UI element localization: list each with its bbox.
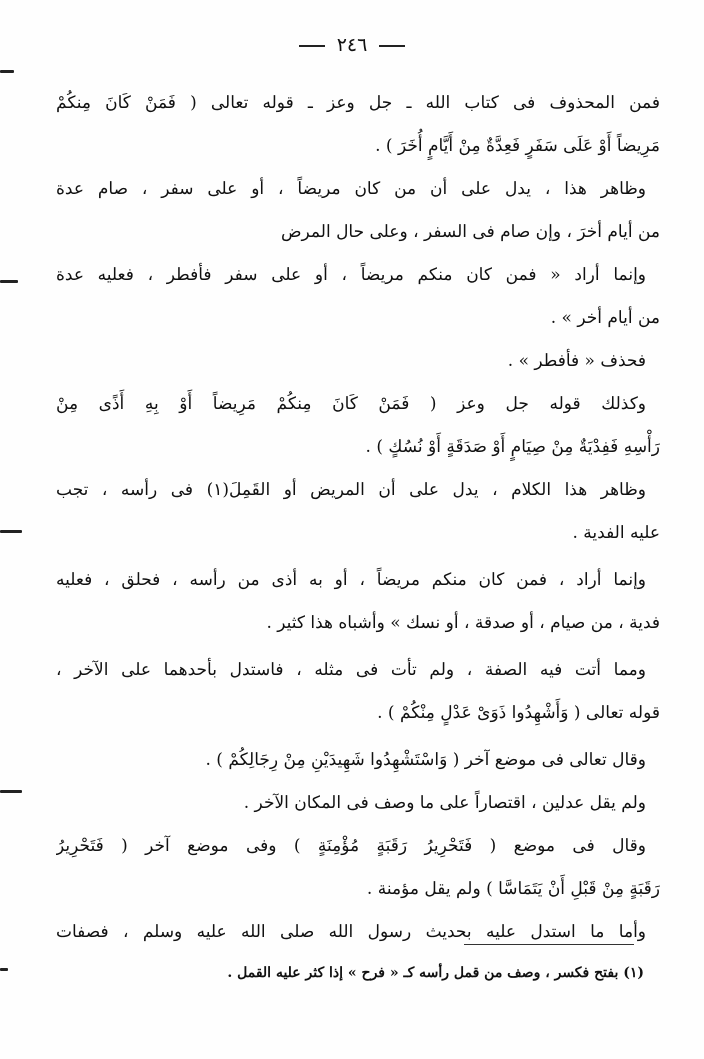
text-line: وإنما أراد « فمن كان منكم مريضاً ، أو على سفر فأفطر ، فعليه عدة bbox=[56, 265, 646, 285]
text-line: عليه الفدية . bbox=[572, 523, 660, 543]
text-line: وأما ما استدل عليه بحديث رسول الله صلى الله عليه وسلم ، فصفات bbox=[56, 922, 646, 942]
dash-right bbox=[379, 45, 405, 47]
text-line: ومما أتت فيه الصفة ، ولم تأت فى مثله ، فاستدل بأحدهما على الآخر ، bbox=[56, 660, 646, 680]
text-line: رَأْسِهِ فَفِدْيَةٌ مِنْ صِيَامٍ أَوْ صَدَقَةٍ أَوْ نُسُكٍ ) . bbox=[365, 437, 660, 457]
footnote: (١) بفتح فكسر ، وصف من قمل رأسه كـ « فرح » إذا كثر عليه القمل . bbox=[227, 965, 644, 981]
text-line: مَرِيضاً أَوْ عَلَى سَفَرٍ فَعِدَّةٌ مِنْ أَيَّامٍ أُخَرَ ) . bbox=[375, 136, 660, 156]
text-line: وظاهر هذا الكلام ، يدل على أن المريض أو القَمِلَ(١) فى رأسه ، تجب bbox=[56, 480, 646, 500]
margin-mark bbox=[0, 790, 22, 793]
margin-mark bbox=[0, 280, 18, 283]
text-line: فمن المحذوف فى كتاب الله ـ جل وعز ـ قوله تعالى ( فَمَنْ كَانَ مِنكُمْ bbox=[56, 93, 660, 113]
text-line: رَقَبَةٍ مِنْ قَبْلِ أَنْ يَتَمَاسَّا ) ولم يقل مؤمنة . bbox=[366, 879, 660, 899]
margin-mark bbox=[0, 968, 8, 971]
text-line: ولم يقل عدلين ، اقتصاراً على ما وصف فى المكان الآخر . bbox=[243, 793, 646, 813]
page-number bbox=[0, 34, 704, 56]
text-line: وظاهر هذا ، يدل على أن من كان مريضاً ، أو على سفر ، صام عدة bbox=[56, 179, 646, 199]
dash-left bbox=[299, 45, 325, 47]
text-line: من أيام أخرَ ، وإن صام فى السفر ، وعلى حال المرض bbox=[281, 222, 660, 242]
text-line: وإنما أراد ، فمن كان منكم مريضاً ، أو به أذى من رأسه ، فحلق ، فعليه bbox=[56, 570, 646, 590]
margin-mark bbox=[0, 70, 14, 73]
footnote-rule bbox=[464, 944, 634, 945]
page-number-text: ٢٤٦ bbox=[336, 34, 368, 56]
text-line: فحذف « فأفطر » . bbox=[507, 351, 646, 371]
text-line: وقال فى موضع ( فَتَحْرِيرُ رَقَبَةٍ مُؤْمِنَةٍ ) وفى موضع آخر ( فَتَحْرِيرُ bbox=[56, 836, 646, 856]
body-text bbox=[56, 82, 660, 954]
text-line: من أيام أخر » . bbox=[550, 308, 660, 328]
text-line: قوله تعالى ( وَأَشْهِدُوا ذَوَىْ عَدْلٍ مِنْكُمْ ) . bbox=[377, 703, 660, 723]
margin-mark bbox=[0, 530, 22, 533]
text-line: وكذلك قوله جل وعز ( فَمَنْ كَانَ مِنكُمْ مَرِيضاً أَوْ بِهِ أَذًى مِنْ bbox=[56, 394, 646, 414]
text-line: فدية ، من صيام ، أو صدقة ، أو نسك » وأشباه هذا كثير . bbox=[266, 613, 660, 633]
text-line: وقال تعالى فى موضع آخر ( وَاسْتَشْهِدُوا شَهِيدَيْنِ مِنْ رِجَالِكُمْ ) . bbox=[205, 750, 646, 770]
